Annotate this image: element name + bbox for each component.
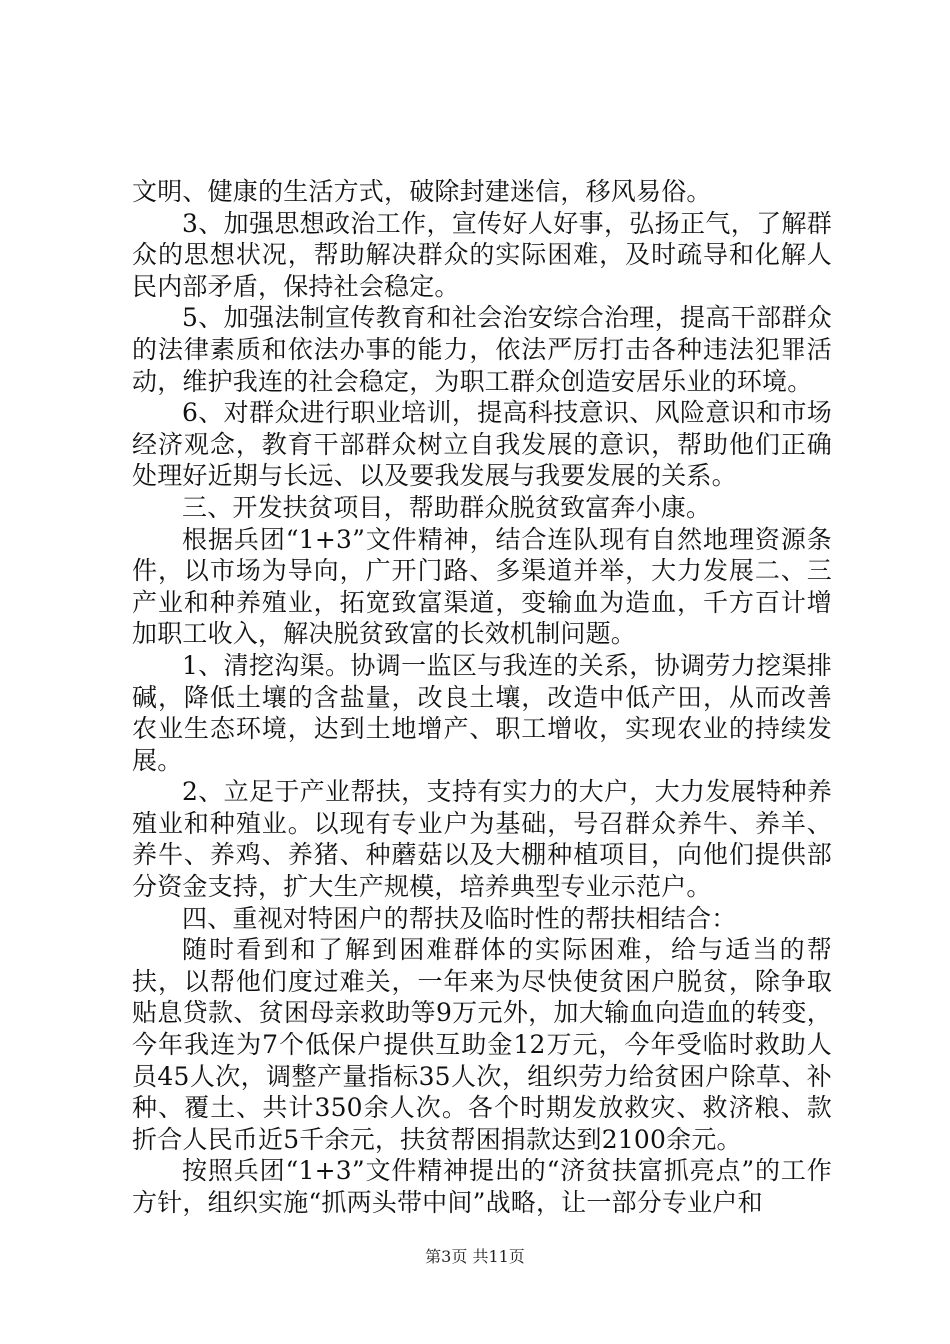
paragraph: 根据兵团“1+3”文件精神，结合连队现有自然地理资源条件，以市场为导向，广开门路、多渠道并举，大力发展二、三产业和种养殖业，拓宽致富渠道，变输血为造血，千方百计增加职工收入，解决脱贫致富的长效机制问题。	[132, 524, 832, 649]
paragraph: 3、加强思想政治工作，宣传好人好事，弘扬正气，了解群众的思想状况，帮助解决群众的实际困难，及时疏导和化解人民内部矛盾，保持社会稳定。	[132, 208, 832, 301]
document-body	[132, 176, 832, 1219]
paragraph: 1、清挖沟渠。协调一监区与我连的关系，协调劳力挖渠排碱，降低土壤的含盐量，改良土壤，改造中低产田，从而改善农业生态环境，达到土地增产、职工增收，实现农业的持续发展。	[132, 650, 832, 775]
paragraph: 6、对群众进行职业培训，提高科技意识、风险意识和市场经济观念，教育干部群众树立自我发展的意识，帮助他们正确处理好近期与长远、以及要我发展与我要发展的关系。	[132, 398, 832, 491]
paragraph: 按照兵团“1+3”文件精神提出的“济贫扶富抓亮点”的工作方针，组织实施“抓两头带中间”战略，让一部分专业户和	[132, 1156, 832, 1217]
paragraph: 5、加强法制宣传教育和社会治安综合治理，提高干部群众的法律素质和依法办事的能力，依法严厉打击各种违法犯罪活动，维护我连的社会稳定，为职工群众创造安居乐业的环境。	[132, 303, 832, 396]
section-heading: 四、重视对特困户的帮扶及临时性的帮扶相结合：	[182, 903, 737, 933]
page-footer: 第3页 共11页	[425, 1247, 525, 1266]
paragraph: 随时看到和了解到困难群体的实际困难，给与适当的帮扶，以帮他们度过难关，一年来为尽快使贫困户脱贫，除争取贴息贷款、贫困母亲救助等9万元外，加大输血向造血的转变，今年我连为7个低保户提供互助金12万元，今年受临时救助人员45人次，调整产量指标35人次，组织劳力给贫困户除草、补种、覆土、共计350余人次。各个时期发放救灾、救济粮、款折合人民币近5千余元，扶贫帮困捐款达到2100余元。	[132, 935, 832, 1154]
section-heading: 三、开发扶贫项目，帮助群众脱贫致富奔小康。	[182, 492, 712, 522]
paragraph: 2、立足于产业帮扶，支持有实力的大户，大力发展特种养殖业和种殖业。以现有专业户为基础，号召群众养牛、养羊、养牛、养鸡、养猪、种蘑菇以及大棚种植项目，向他们提供部分资金支持，扩大生产规模，培养典型专业示范户。	[132, 777, 832, 902]
paragraph: 文明、健康的生活方式，破除封建迷信，移风易俗。	[132, 177, 712, 206]
